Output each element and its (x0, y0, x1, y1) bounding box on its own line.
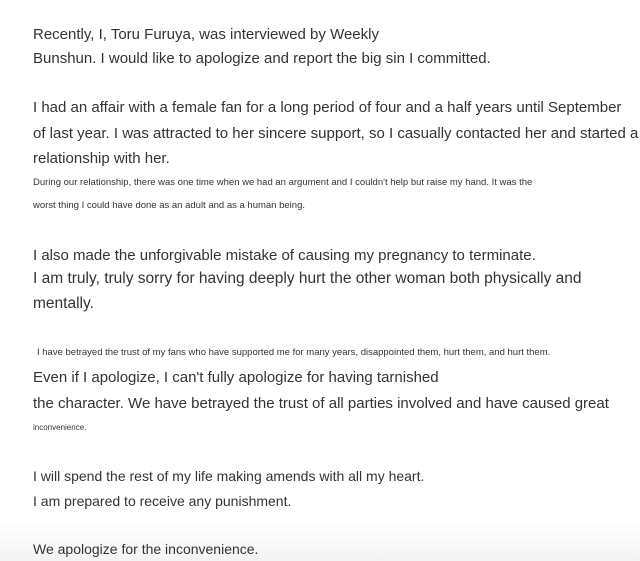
paragraph-2-line-5: worst thing I could have done as an adult and as a human being. (33, 200, 305, 211)
paragraph-5-line-2: I am prepared to receive any punishment. (33, 493, 292, 509)
paragraph-4-line-4: inconvenience. (33, 423, 87, 432)
paragraph-3-line-1: I also made the unforgivable mistake of causing my pregnancy to terminate. (33, 247, 536, 264)
paragraph-3-line-3: mentally. (33, 295, 94, 312)
paragraph-2-line-3: relationship with her. (33, 150, 170, 167)
paragraph-5-line-1: I will spend the rest of my life making amends with all my heart. (33, 468, 425, 484)
paragraph-6-line-1: We apologize for the inconvenience. (33, 541, 259, 557)
paragraph-2-line-2: of last year. I was attracted to her sincere support, so I casually contacted her and started a (33, 125, 639, 142)
paragraph-1-line-1: Recently, I, Toru Furuya, was interviewed by Weekly (33, 26, 379, 43)
paragraph-4-line-2: Even if I apologize, I can't fully apologize for having tarnished (33, 369, 439, 386)
paragraph-1-line-2: Bunshun. I would like to apologize and report the big sin I committed. (33, 50, 491, 67)
paragraph-2-line-1: I had an affair with a female fan for a long period of four and a half years until September (33, 99, 622, 116)
paragraph-4-line-3: the character. We have betrayed the trust of all parties involved and have caused great (33, 395, 609, 412)
paragraph-3-line-2: I am truly, truly sorry for having deeply hurt the other woman both physically and (33, 270, 582, 287)
paragraph-2-line-4: During our relationship, there was one time when we had an argument and I couldn't help but raise my hand. It was the (33, 177, 533, 188)
paragraph-4-line-1: I have betrayed the trust of my fans who have supported me for many years, disappointed them, hurt them, and hurt them. (37, 347, 551, 358)
